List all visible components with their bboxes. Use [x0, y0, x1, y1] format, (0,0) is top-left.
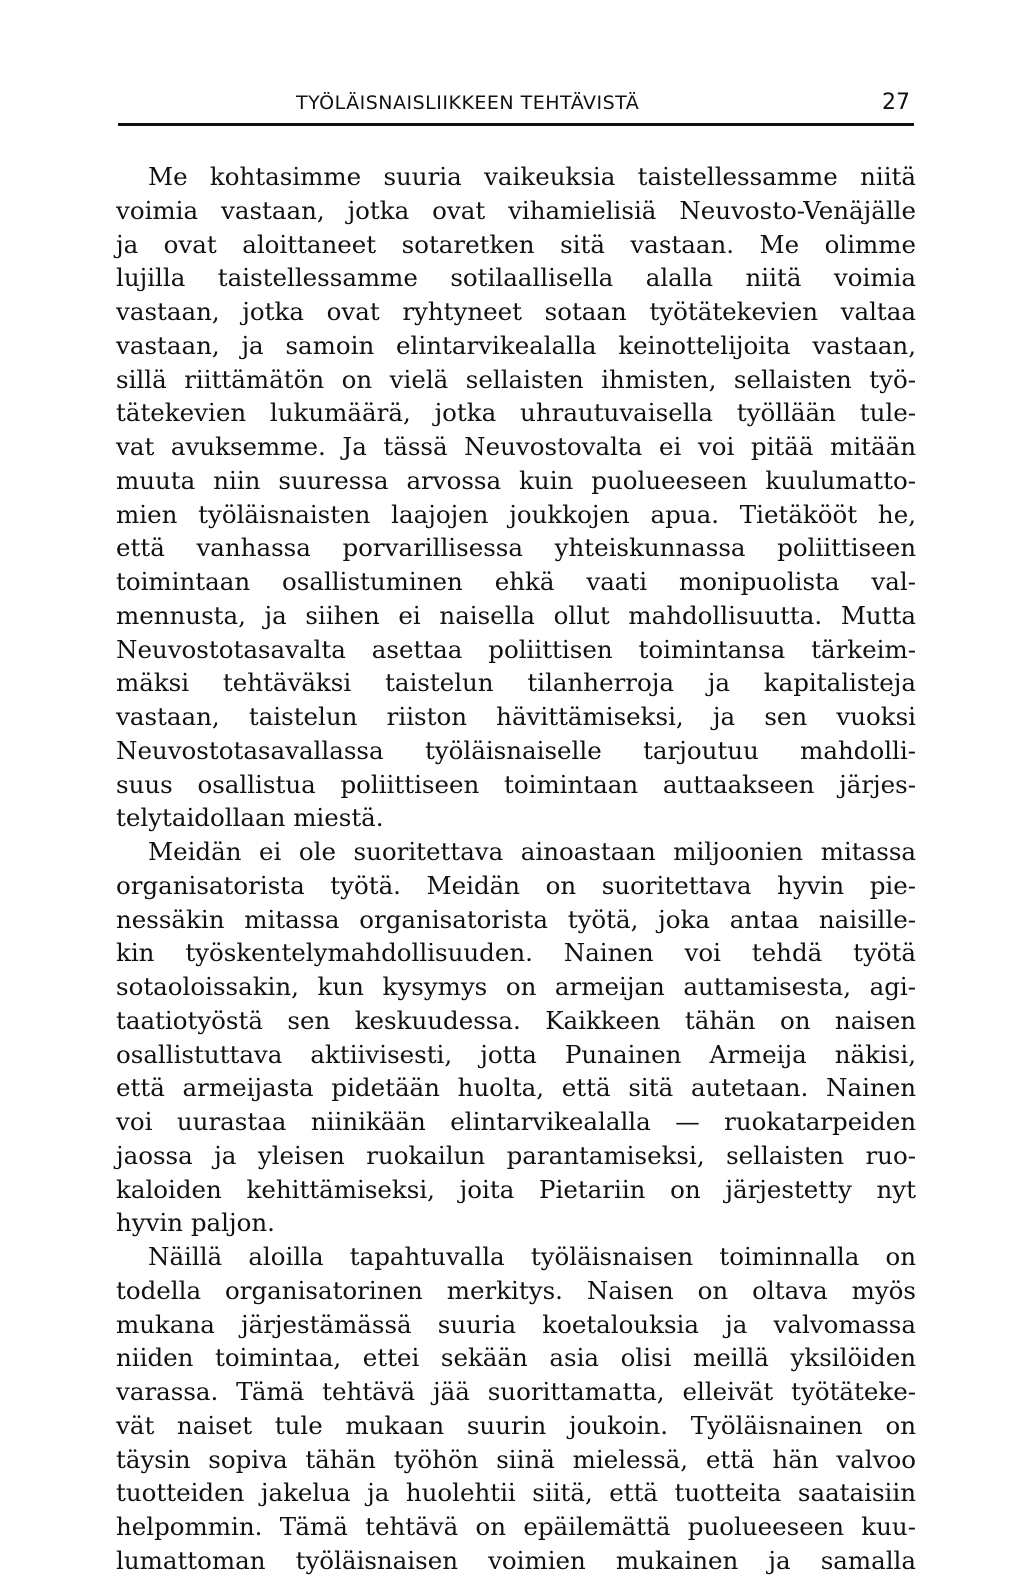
text-line: varassa. Tämä tehtävä jää suorittamatta, elleivät työtäteke-: [116, 1377, 916, 1406]
text-line: muuta niin suuressa arvossa kuin puolueeseen kuulumatto-: [116, 465, 916, 495]
text-line: mennusta, ja siihen ei naisella ollut mahdollisuutta. Mutta: [116, 600, 916, 630]
text-line: Me kohtasimme suuria vaikeuksia taistellessamme niitä: [148, 162, 916, 191]
paragraph-2: [116, 835, 916, 1240]
text-line: telytaidollaan miestä.: [116, 803, 384, 833]
text-line: taatiotyöstä sen keskuudessa. Kaikkeen tähän on naisen: [116, 1005, 916, 1035]
text-line: lumattoman työläisnaisen voimien mukainen ja samalla: [116, 1545, 916, 1575]
text-line: voi uurastaa niinikään elintarvikealalla — ruokatarpeiden: [116, 1107, 916, 1136]
text-line: tuotteiden jakelua ja huolehtii siitä, että tuotteita saataisiin: [116, 1478, 916, 1508]
text-line: jaossa ja yleisen ruokailun parantamiseksi, sellaisten ruo-: [116, 1140, 916, 1170]
text-line: suus osallistua poliittiseen toimintaan auttaakseen järjes-: [116, 769, 916, 799]
text-line: niiden toimintaa, ettei sekään asia olisi meillä yksilöiden: [116, 1343, 916, 1373]
text-line: osallistuttava aktiivisesti, jotta Punainen Armeija näkisi,: [116, 1039, 916, 1069]
text-line: mien työläisnaisten laajojen joukkojen apua. Tietäkööt he,: [116, 499, 916, 529]
header-rule: [118, 123, 914, 126]
text-line: tätekevien lukumäärä, jotka uhrautuvaisella työllään tule-: [116, 398, 916, 428]
text-line: Meidän ei ole suoritettava ainoastaan miljoonien mitassa: [148, 837, 916, 866]
text-line: lujilla taistellessamme sotilaallisella alalla niitä voimia: [116, 263, 916, 293]
paragraph-1: [116, 160, 916, 835]
running-title: TYÖLÄISNAISLIIKKEEN TEHTÄVISTÄ: [296, 92, 640, 114]
text-line: voimia vastaan, jotka ovat vihamielisiä Neuvosto-Venäjälle: [116, 195, 916, 225]
page-number: 27: [882, 90, 910, 115]
text-line: organisatorista työtä. Meidän on suoritettava hyvin pie-: [116, 870, 916, 900]
text-line: vät naiset tule mukaan suurin joukoin. Työläisnainen on: [116, 1410, 916, 1440]
text-line: kaloiden kehittämiseksi, joita Pietariin on järjestetty nyt: [116, 1174, 916, 1204]
text-line: että vanhassa porvarillisessa yhteiskunnassa poliittiseen: [116, 533, 916, 563]
text-line: vastaan, jotka ovat ryhtyneet sotaan työtätekevien valtaa: [116, 297, 916, 326]
running-header: [118, 86, 914, 126]
text-line: vat avuksemme. Ja tässä Neuvostovalta ei voi pitää mitään: [116, 432, 916, 461]
text-line: todella organisatorinen merkitys. Naisen on oltava myös: [116, 1275, 916, 1305]
text-line: helpommin. Tämä tehtävä on epäilemättä puolueeseen kuu-: [116, 1512, 916, 1541]
text-line: että armeijasta pidetään huolta, että sitä autetaan. Nainen: [116, 1073, 916, 1103]
text-line: vastaan, ja samoin elintarvikealalla keinottelijoita vastaan,: [116, 330, 916, 360]
paragraph-3: [116, 1240, 916, 1578]
text-line: nessäkin mitassa organisatorista työtä, joka antaa naisille-: [116, 904, 916, 934]
page-text: [116, 160, 916, 1578]
text-line: mäksi tehtäväksi taistelun tilanherroja ja kapitalisteja: [116, 668, 916, 698]
text-line: toimintaan osallistuminen ehkä vaati monipuolista val-: [116, 567, 916, 596]
text-line: ja ovat aloittaneet sotaretken sitä vastaan. Me olimme: [116, 229, 916, 259]
text-line: vastaan, taistelun riiston hävittämiseksi, ja sen vuoksi: [116, 702, 916, 731]
text-line: Neuvostotasavallassa työläisnaiselle tarjoutuu mahdolli-: [116, 735, 916, 765]
text-line: Näillä aloilla tapahtuvalla työläisnaisen toiminnalla on: [148, 1242, 916, 1271]
text-line: mukana järjestämässä suuria koetalouksia ja valvomassa: [116, 1309, 916, 1339]
text-line: kin työskentelymahdollisuuden. Nainen voi tehdä työtä: [116, 938, 916, 968]
text-line: täysin sopiva tähän työhön siinä mielessä, että hän valvoo: [116, 1444, 916, 1474]
text-line: sotaoloissakin, kun kysymys on armeijan auttamisesta, agi-: [116, 972, 916, 1001]
text-line: Neuvostotasavalta asettaa poliittisen toimintansa tärkeim-: [116, 634, 916, 664]
text-line: sillä riittämätön on vielä sellaisten ihmisten, sellaisten työ-: [116, 364, 916, 394]
text-line: hyvin paljon.: [116, 1208, 275, 1238]
